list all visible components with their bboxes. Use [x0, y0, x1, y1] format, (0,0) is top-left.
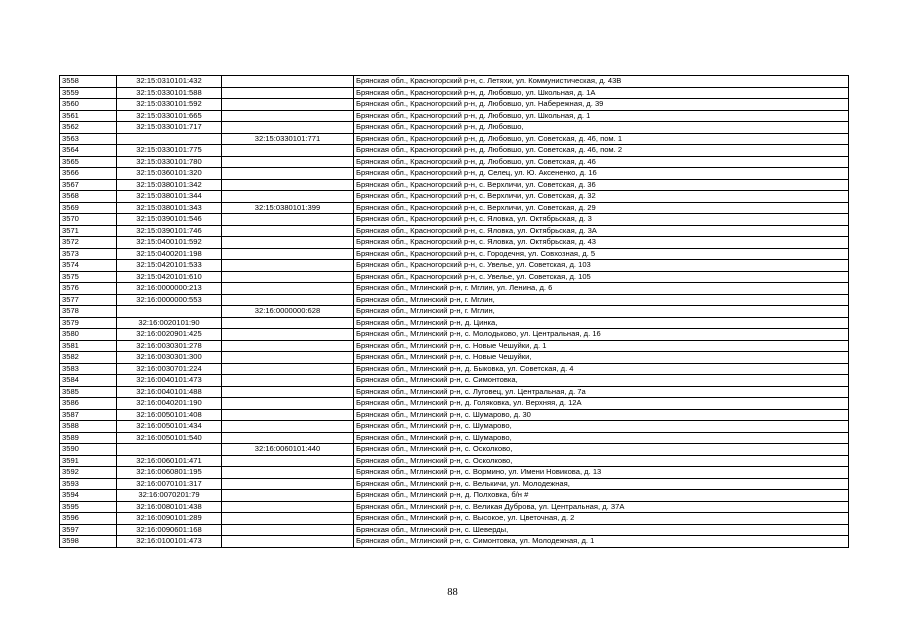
cadastral-number: 32:15:0420101:533	[117, 260, 222, 272]
table-row	[60, 110, 849, 122]
row-number: 3595	[60, 501, 117, 513]
address-cell: Брянская обл., Мглинский р-н, с. Вормино, ул. Имени Новикова, д. 13	[354, 467, 849, 479]
row-number: 3576	[60, 283, 117, 295]
table-row	[60, 99, 849, 111]
row-number: 3580	[60, 329, 117, 341]
address-cell: Брянская обл., Мглинский р-н, с. Новые Чешуйки, д. 1	[354, 340, 849, 352]
row-number: 3589	[60, 432, 117, 444]
table-row	[60, 122, 849, 134]
address-cell: Брянская обл., Красногорский р-н, с. Летяхи, ул. Коммунистическая, д. 43В	[354, 76, 849, 88]
table-row	[60, 214, 849, 226]
table-row	[60, 363, 849, 375]
table-row	[60, 455, 849, 467]
address-cell: Брянская обл., Мглинский р-н, с. Молодьково, ул. Центральная, д. 16	[354, 329, 849, 341]
cadastral-number: 32:15:0310101:432	[117, 76, 222, 88]
cadastral-number: 32:16:0020901:425	[117, 329, 222, 341]
address-cell: Брянская обл., Красногорский р-н, д. Любовшо, ул. Школьная, д. 1	[354, 110, 849, 122]
address-cell: Брянская обл., Мглинский р-н, г. Мглин,	[354, 306, 849, 318]
row-number: 3564	[60, 145, 117, 157]
table-row	[60, 398, 849, 410]
row-number: 3585	[60, 386, 117, 398]
table-row	[60, 191, 849, 203]
address-cell: Брянская обл., Красногорский р-н, с. Яловка, ул. Октябрьская, д. 3	[354, 214, 849, 226]
address-cell: Брянская обл., Мглинский р-н, с. Луговец, ул. Центральная, д. 7а	[354, 386, 849, 398]
row-number: 3591	[60, 455, 117, 467]
cadastral-number-secondary	[222, 478, 354, 490]
address-cell: Брянская обл., Красногорский р-н, с. Городечня, ул. Совхозная, д. 5	[354, 248, 849, 260]
cadastral-number: 32:16:0090601:168	[117, 524, 222, 536]
table-row	[60, 133, 849, 145]
row-number: 3590	[60, 444, 117, 456]
cadastral-number-secondary: 32:16:0060101:440	[222, 444, 354, 456]
address-cell: Брянская обл., Мглинский р-н, д. Полховка, б/н #	[354, 490, 849, 502]
cadastral-number	[117, 444, 222, 456]
address-cell: Брянская обл., Красногорский р-н, с. Верхличи, ул. Советская, д. 32	[354, 191, 849, 203]
cadastral-number-secondary	[222, 271, 354, 283]
cadastral-table	[59, 75, 849, 548]
cadastral-number: 32:16:0040101:473	[117, 375, 222, 387]
cadastral-number: 32:16:0090101:289	[117, 513, 222, 525]
cadastral-number-secondary	[222, 421, 354, 433]
table-row	[60, 87, 849, 99]
address-cell: Брянская обл., Красногорский р-н, д. Любовшо, ул. Школьная, д. 1А	[354, 87, 849, 99]
cadastral-number-secondary	[222, 352, 354, 364]
row-number: 3588	[60, 421, 117, 433]
cadastral-number-secondary: 32:15:0380101:399	[222, 202, 354, 214]
cadastral-number-secondary	[222, 179, 354, 191]
cadastral-number-secondary: 32:16:0000000:628	[222, 306, 354, 318]
table-row	[60, 145, 849, 157]
address-cell: Брянская обл., Мглинский р-н, д. Быковка, ул. Советская, д. 4	[354, 363, 849, 375]
row-number: 3568	[60, 191, 117, 203]
row-number: 3560	[60, 99, 117, 111]
table-row	[60, 225, 849, 237]
cadastral-number-secondary	[222, 513, 354, 525]
cadastral-number-secondary	[222, 455, 354, 467]
address-cell: Брянская обл., Мглинский р-н, с. Велькичи, ул. Молодежная,	[354, 478, 849, 490]
cadastral-number-secondary	[222, 237, 354, 249]
cadastral-number: 32:16:0040201:190	[117, 398, 222, 410]
cadastral-number-secondary	[222, 375, 354, 387]
cadastral-number-secondary	[222, 294, 354, 306]
cadastral-number-secondary	[222, 191, 354, 203]
address-cell: Брянская обл., Красногорский р-н, с. Увелье, ул. Советская, д. 103	[354, 260, 849, 272]
cadastral-number: 32:16:0000000:553	[117, 294, 222, 306]
cadastral-number: 32:16:0030301:278	[117, 340, 222, 352]
cadastral-number-secondary	[222, 363, 354, 375]
table-row	[60, 168, 849, 180]
table-row	[60, 421, 849, 433]
cadastral-number: 32:15:0330101:775	[117, 145, 222, 157]
row-number: 3559	[60, 87, 117, 99]
cadastral-number: 32:15:0330101:588	[117, 87, 222, 99]
table-row	[60, 444, 849, 456]
cadastral-number-secondary	[222, 283, 354, 295]
table-row	[60, 467, 849, 479]
cadastral-number: 32:15:0380101:344	[117, 191, 222, 203]
table-row	[60, 248, 849, 260]
row-number: 3572	[60, 237, 117, 249]
address-cell: Брянская обл., Мглинский р-н, д. Цинка,	[354, 317, 849, 329]
address-cell: Брянская обл., Мглинский р-н, с. Шумарово,	[354, 421, 849, 433]
cadastral-number: 32:15:0420101:610	[117, 271, 222, 283]
cadastral-number-secondary	[222, 536, 354, 548]
address-cell: Брянская обл., Мглинский р-н, г. Мглин,	[354, 294, 849, 306]
cadastral-number	[117, 306, 222, 318]
row-number: 3597	[60, 524, 117, 536]
address-cell: Брянская обл., Мглинский р-н, г. Мглин, ул. Ленина, д. 6	[354, 283, 849, 295]
row-number: 3596	[60, 513, 117, 525]
table-row	[60, 501, 849, 513]
cadastral-number: 32:16:0030301:300	[117, 352, 222, 364]
row-number: 3575	[60, 271, 117, 283]
address-cell: Брянская обл., Мглинский р-н, с. Шеверды,	[354, 524, 849, 536]
cadastral-number: 32:15:0360101:320	[117, 168, 222, 180]
table-row	[60, 490, 849, 502]
cadastral-number: 32:15:0330101:717	[117, 122, 222, 134]
row-number: 3569	[60, 202, 117, 214]
cadastral-number: 32:16:0100101:473	[117, 536, 222, 548]
table-row	[60, 524, 849, 536]
row-number: 3594	[60, 490, 117, 502]
table-row	[60, 202, 849, 214]
row-number: 3583	[60, 363, 117, 375]
cadastral-number: 32:15:0380101:343	[117, 202, 222, 214]
address-cell: Брянская обл., Красногорский р-н, д. Любовшо, ул. Набережная, д. 39	[354, 99, 849, 111]
row-number: 3570	[60, 214, 117, 226]
table-row	[60, 340, 849, 352]
table-row	[60, 283, 849, 295]
row-number: 3598	[60, 536, 117, 548]
cadastral-number-secondary	[222, 156, 354, 168]
address-cell: Брянская обл., Мглинский р-н, с. Симонтовка, ул. Молодежная, д. 1	[354, 536, 849, 548]
cadastral-number-secondary	[222, 225, 354, 237]
cadastral-number: 32:15:0380101:342	[117, 179, 222, 191]
cadastral-number	[117, 133, 222, 145]
cadastral-number-secondary	[222, 398, 354, 410]
cadastral-number-secondary	[222, 248, 354, 260]
cadastral-number: 32:16:0030701:224	[117, 363, 222, 375]
table-row	[60, 329, 849, 341]
address-cell: Брянская обл., Красногорский р-н, с. Увелье, ул. Советская, д. 105	[354, 271, 849, 283]
table-row	[60, 271, 849, 283]
cadastral-number: 32:16:0060101:471	[117, 455, 222, 467]
page-number: 88	[447, 587, 458, 598]
cadastral-number: 32:16:0020101:90	[117, 317, 222, 329]
table-row	[60, 352, 849, 364]
cadastral-number-secondary	[222, 409, 354, 421]
row-number: 3578	[60, 306, 117, 318]
address-cell: Брянская обл., Мглинский р-н, с. Шумарово, д. 30	[354, 409, 849, 421]
table-body	[60, 76, 849, 548]
cadastral-number-secondary	[222, 317, 354, 329]
cadastral-number-secondary	[222, 99, 354, 111]
cadastral-number-secondary	[222, 490, 354, 502]
table-row	[60, 513, 849, 525]
cadastral-number: 32:16:0000000:213	[117, 283, 222, 295]
address-cell: Брянская обл., Мглинский р-н, с. Осколково,	[354, 444, 849, 456]
address-cell: Брянская обл., Мглинский р-н, с. Симонтовка,	[354, 375, 849, 387]
cadastral-number: 32:15:0390101:746	[117, 225, 222, 237]
row-number: 3577	[60, 294, 117, 306]
row-number: 3571	[60, 225, 117, 237]
cadastral-number-secondary	[222, 110, 354, 122]
cadastral-number-secondary	[222, 214, 354, 226]
table-row	[60, 76, 849, 88]
cadastral-number-secondary	[222, 524, 354, 536]
table-row	[60, 179, 849, 191]
table-row	[60, 294, 849, 306]
cadastral-number-secondary: 32:15:0330101:771	[222, 133, 354, 145]
row-number: 3574	[60, 260, 117, 272]
table-row	[60, 306, 849, 318]
row-number: 3561	[60, 110, 117, 122]
address-cell: Брянская обл., Мглинский р-н, с. Великая Дуброва, ул. Центральная, д. 37А	[354, 501, 849, 513]
row-number: 3573	[60, 248, 117, 260]
cadastral-number-secondary	[222, 122, 354, 134]
row-number: 3584	[60, 375, 117, 387]
table-row	[60, 237, 849, 249]
row-number: 3563	[60, 133, 117, 145]
row-number: 3593	[60, 478, 117, 490]
cadastral-number: 32:16:0050101:408	[117, 409, 222, 421]
table-row	[60, 375, 849, 387]
cadastral-number: 32:16:0040101:488	[117, 386, 222, 398]
cadastral-number-secondary	[222, 467, 354, 479]
cadastral-number: 32:15:0330101:780	[117, 156, 222, 168]
table-row	[60, 317, 849, 329]
row-number: 3586	[60, 398, 117, 410]
cadastral-number: 32:16:0070101:317	[117, 478, 222, 490]
cadastral-number: 32:15:0390101:546	[117, 214, 222, 226]
cadastral-number-secondary	[222, 87, 354, 99]
address-cell: Брянская обл., Мглинский р-н, с. Шумарово,	[354, 432, 849, 444]
address-cell: Брянская обл., Красногорский р-н, д. Любовшо, ул. Советская, д. 46	[354, 156, 849, 168]
row-number: 3592	[60, 467, 117, 479]
cadastral-number: 32:16:0060801:195	[117, 467, 222, 479]
row-number: 3582	[60, 352, 117, 364]
cadastral-number: 32:15:0330101:592	[117, 99, 222, 111]
address-cell: Брянская обл., Красногорский р-н, д. Селец, ул. Ю. Аксененко, д. 16	[354, 168, 849, 180]
cadastral-number-secondary	[222, 329, 354, 341]
table-row	[60, 260, 849, 272]
cadastral-number: 32:15:0400101:592	[117, 237, 222, 249]
cadastral-number: 32:15:0400201:198	[117, 248, 222, 260]
row-number: 3566	[60, 168, 117, 180]
row-number: 3581	[60, 340, 117, 352]
address-cell: Брянская обл., Красногорский р-н, д. Любовшо, ул. Советская, д. 46, пом. 2	[354, 145, 849, 157]
row-number: 3567	[60, 179, 117, 191]
row-number: 3587	[60, 409, 117, 421]
table-row	[60, 409, 849, 421]
cadastral-number-secondary	[222, 386, 354, 398]
cadastral-number: 32:15:0330101:665	[117, 110, 222, 122]
table-row	[60, 478, 849, 490]
address-cell: Брянская обл., Мглинский р-н, с. Новые Чешуйки,	[354, 352, 849, 364]
address-cell: Брянская обл., Красногорский р-н, д. Любовшо, ул. Советская, д. 46, пом. 1	[354, 133, 849, 145]
address-cell: Брянская обл., Мглинский р-н, с. Высокое, ул. Цветочная, д. 2	[354, 513, 849, 525]
cadastral-number: 32:16:0050101:540	[117, 432, 222, 444]
address-cell: Брянская обл., Красногорский р-н, с. Яловка, ул. Октябрьская, д. 3А	[354, 225, 849, 237]
cadastral-number-secondary	[222, 145, 354, 157]
cadastral-number: 32:16:0080101:438	[117, 501, 222, 513]
address-cell: Брянская обл., Красногорский р-н, с. Верхличи, ул. Советская, д. 36	[354, 179, 849, 191]
cadastral-number-secondary	[222, 432, 354, 444]
table-row	[60, 536, 849, 548]
row-number: 3565	[60, 156, 117, 168]
address-cell: Брянская обл., Красногорский р-н, с. Яловка, ул. Октябрьская, д. 43	[354, 237, 849, 249]
address-cell: Брянская обл., Красногорский р-н, с. Верхличи, ул. Советская, д. 29	[354, 202, 849, 214]
row-number: 3558	[60, 76, 117, 88]
cadastral-number-secondary	[222, 76, 354, 88]
cadastral-number: 32:16:0070201:79	[117, 490, 222, 502]
table-row	[60, 386, 849, 398]
table-row	[60, 432, 849, 444]
cadastral-number-secondary	[222, 168, 354, 180]
cadastral-number: 32:16:0050101:434	[117, 421, 222, 433]
cadastral-number-secondary	[222, 340, 354, 352]
row-number: 3562	[60, 122, 117, 134]
row-number: 3579	[60, 317, 117, 329]
address-cell: Брянская обл., Мглинский р-н, д. Голяковка, ул. Верхняя, д. 12А	[354, 398, 849, 410]
address-cell: Брянская обл., Красногорский р-н, д. Любовшо,	[354, 122, 849, 134]
cadastral-number-secondary	[222, 260, 354, 272]
address-cell: Брянская обл., Мглинский р-н, с. Осколково,	[354, 455, 849, 467]
cadastral-number-secondary	[222, 501, 354, 513]
table-row	[60, 156, 849, 168]
